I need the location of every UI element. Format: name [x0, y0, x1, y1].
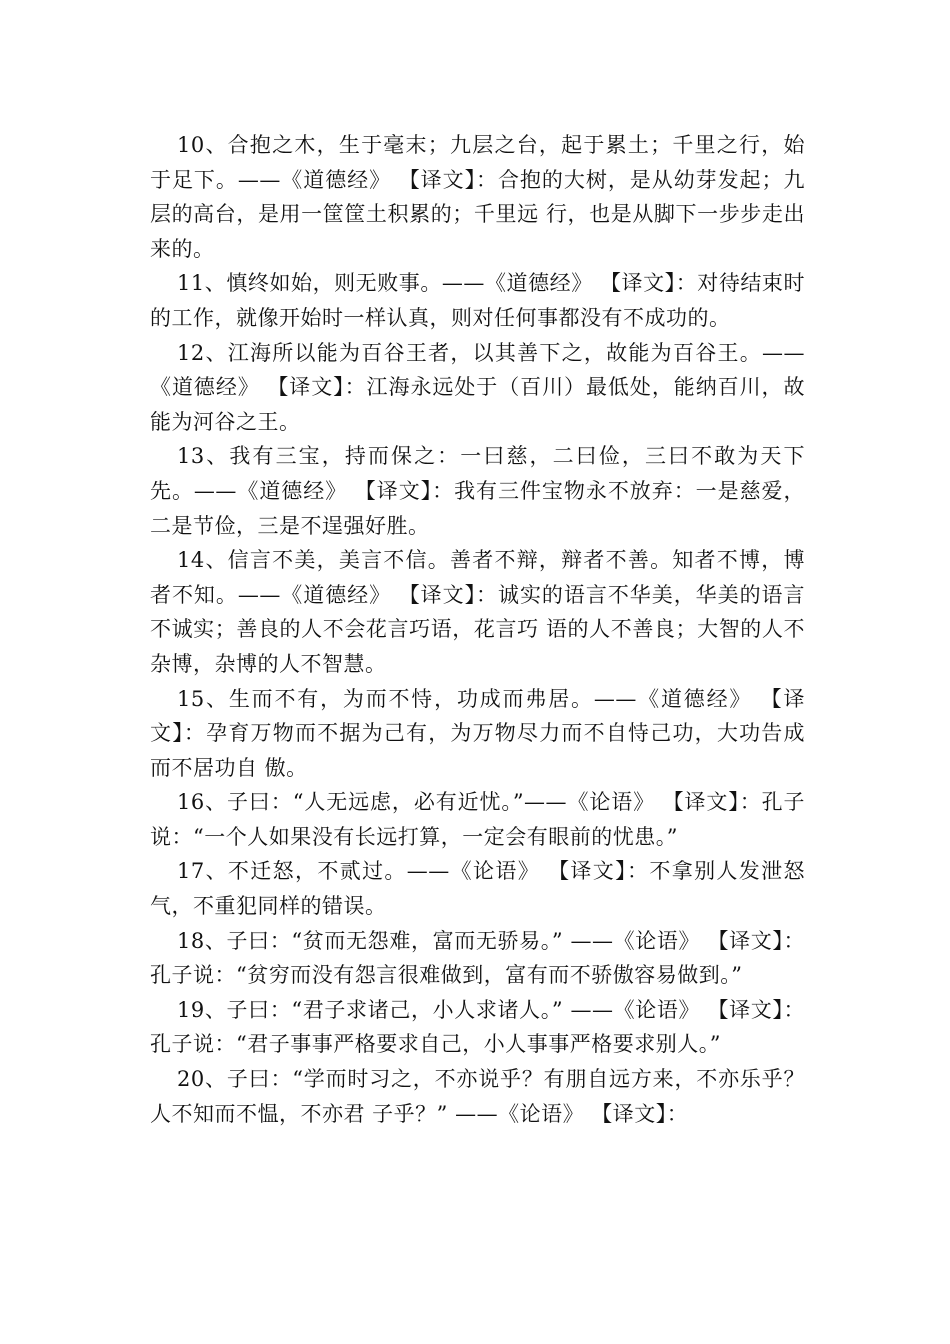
quote-paragraph-10: 10、合抱之木，生于毫末；九层之台，起于累土；千里之行，始于足下。——《道德经》 【译文】：合抱的大树，是从幼芽发起；九层的高台，是用一筐筐土积累的；千里远 行，也是从脚下一步步走出来的。 [150, 133, 805, 261]
quote-paragraph-20: 20、子曰：“学而时习之，不亦说乎？有朋自远方来，不亦乐乎？人不知而不愠，不亦君 子乎？” ——《论语》 【译文】： [150, 1067, 805, 1126]
quote-paragraph-18: 18、子曰：“贫而无怨难，富而无骄易。” ——《论语》 【译文】：孔子说：“贫穷而没有怨言很难做到，富有而不骄傲容易做到。” [150, 928, 805, 988]
quote-paragraph-14: 14、信言不美，美言不信。善者不辩，辩者不善。知者不博，博者不知。——《道德经》 【译文】：诚实的语言不华美，华美的语言不诚实；善良的人不会花言巧语，花言巧 语的人不善良；大智的人不杂博，杂博的人不智慧。 [150, 548, 805, 676]
quote-paragraph-12: 12、江海所以能为百谷王者，以其善下之，故能为百谷王。——《道德经》 【译文】：江海永远处于（百川）最低处，能纳百川，故能为河谷之王。 [150, 340, 805, 434]
quote-paragraph-19: 19、子曰：“君子求诸己，小人求诸人。” ——《论语》 【译文】：孔子说：“君子事事严格要求自己，小人事事严格要求别人。” [150, 997, 805, 1057]
quote-paragraph-11: 11、慎终如始，则无败事。——《道德经》 【译文】：对待结束时的工作，就像开始时一样认真，则对任何事都没有不成功的。 [150, 271, 805, 330]
quote-paragraph-17: 17、不迁怒，不贰过。——《论语》 【译文】：不拿别人发泄怒气，不重犯同样的错误。 [150, 859, 805, 919]
quote-paragraph-13: 13、我有三宝，持而保之：一曰慈，二曰俭，三曰不敢为天下先。——《道德经》 【译文】：我有三件宝物永不放弃：一是慈爱，二是节俭，三是不逞强好胜。 [150, 444, 805, 538]
quote-paragraph-16: 16、子曰：“人无远虑，必有近忧。”——《论语》 【译文】：孔子说：“一个人如果没有长远打算，一定会有眼前的忧患。” [150, 790, 805, 849]
document-body [150, 128, 805, 1131]
quote-paragraph-15: 15、生而不有，为而不恃，功成而弗居。——《道德经》 【译文】：孕育万物而不据为己有，为万物尽力而不自恃己功，大功告成而不居功自 傲。 [150, 686, 805, 780]
